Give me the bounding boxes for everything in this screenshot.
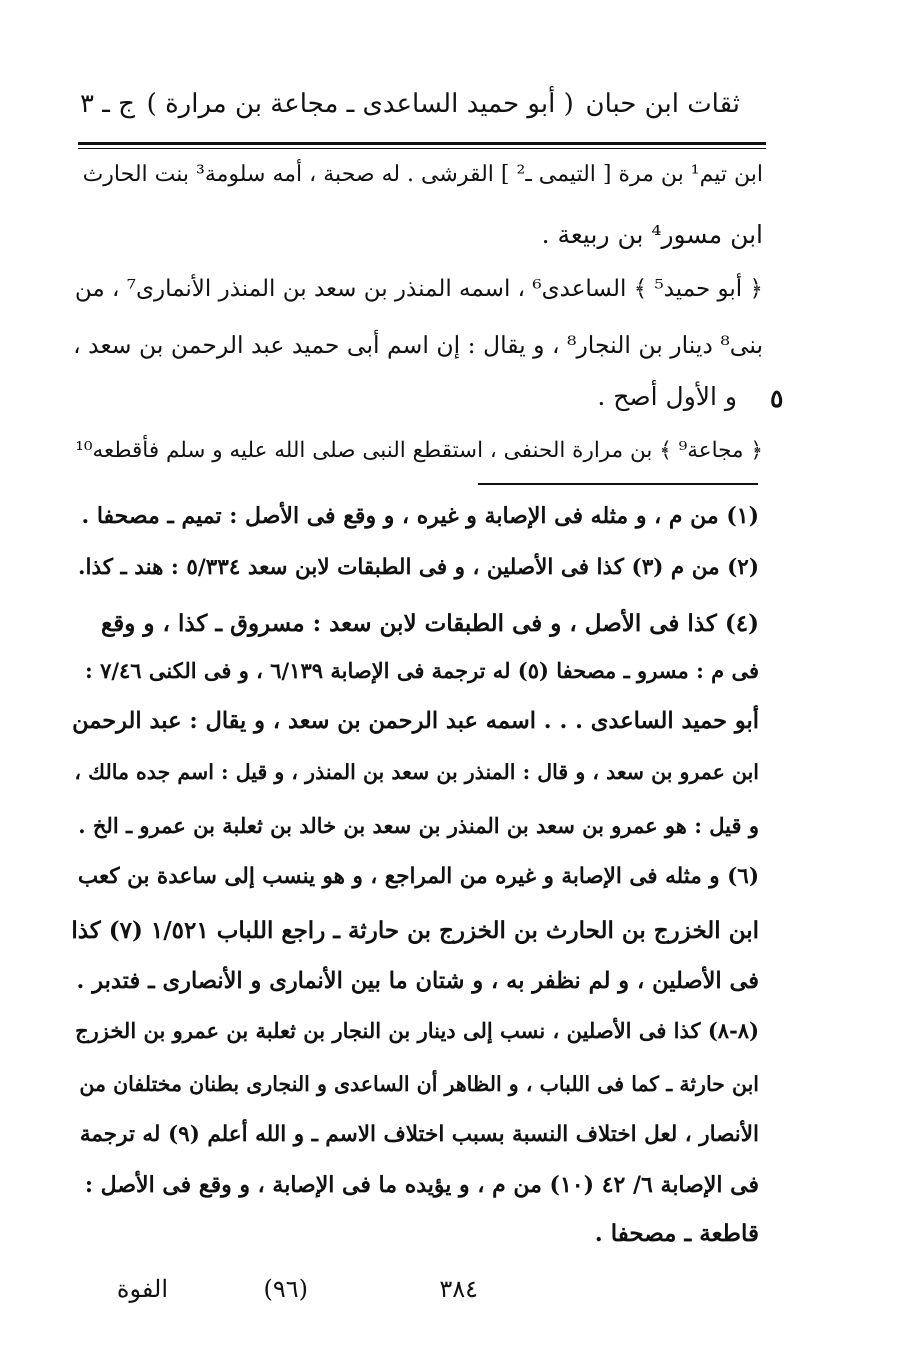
footnote-rule [478,483,758,485]
page-number: ٣٨٤ [439,1275,478,1303]
footnote-line: (٢) من م (٣) كذا فى الأصلين ، و فى الطبقات لابن سعد ٥/٣٣٤ : هند ـ كذا. [78,555,759,580]
catchword: الفوة [116,1275,168,1303]
main-line: ابن مسور⁴ بن ربيعة . [541,220,763,249]
footnote-line: (٤) كذا فى الأصل ، و فى الطبقات لابن سعد : مسروق ـ كذا ، و وقع [101,610,759,637]
line-number-marker: ٥ [770,384,784,413]
header-rule [78,142,766,149]
footnote-line: فى م : مسرو ـ مصحفا (٥) له ترجمة فى الإصابة ٦/١٣٩ ، و فى الكنى ٧/٤٦ : [84,658,759,683]
sequence-number: (٩٦) [263,1275,308,1303]
main-line: ﴿ أبو حميد⁵ ﴾ الساعدى⁶ ، اسمه المنذر بن سعد بن المنذر الأنمارى⁷ ، من [74,276,763,302]
footnote-line: ابن عمرو بن سعد ، و قال : المنذر بن سعد بن المنذر ، و قيل : اسم جده مالك ، [74,760,759,784]
section-title: ( أبو حميد الساعدى ـ مجاعة بن مرارة ) [146,89,574,119]
footnote-line: فى الأصلين ، و لم نظفر به ، و شتان ما بين الأنمارى و الأنصارى ـ فتدبر . [76,968,759,994]
volume-label: ج ـ ٣ [80,89,135,119]
main-line: ابن تيم¹ بن مرة [ التيمى ـ² ] القرشى . له صحبة ، أمه سلومة³ بنت الحارث [82,162,763,187]
main-line: بنى⁸ دينار بن النجار⁸ ، و يقال : إن اسم أبى حميد عبد الرحمن بن سعد ، [73,331,763,359]
book-title: ثقات ابن حبان [585,89,740,119]
footnote-line: (١) من م ، و مثله فى الإصابة و غيره ، و وقع فى الأصل : تميم ـ مصحفا . [81,503,759,529]
footnote-line: فى الإصابة ٦/ ٤٢ (١٠) من م ، و يؤيده ما فى الإصابة ، و وقع فى الأصل : [84,1172,759,1198]
footnote-line: ابن حارثة ـ كما فى اللباب ، و الظاهر أن الساعدى و النجارى بطنان مختلفان من [79,1072,759,1096]
page-footer [118,1275,478,1309]
footnote-line: (٨-٨) كذا فى الأصلين ، نسب إلى دينار بن النجار بن ثعلبة بن عمرو بن الخزرج [75,1018,759,1043]
footnote-line: و قيل : هو عمرو بن سعد بن المنذر بن سعد بن خالد بن ثعلبة بن عمرو ـ الخ . [78,813,759,838]
footnote-line: ابن الخزرج بن الحارث بن الخزرج بن حارثة ـ راجع اللباب ١/٥٢١ (٧) كذا [71,917,759,944]
footnote-line: قاطعة ـ مصحفا . [594,1220,759,1247]
footnote-line: الأنصار ، لعل اختلاف النسبة بسبب اختلاف الاسم ـ و الله أعلم (٩) له ترجمة [79,1122,759,1147]
footnote-line: (٦) و مثله فى الإصابة و غيره من المراجع ، و هو ينسب إلى ساعدة بن كعب [77,864,759,889]
main-line: ﴿ مجاعة⁹ ﴾ بن مرارة الحنفى ، استقطع النبى صلى الله عليه و سلم فأقطعه¹⁰ [75,438,763,463]
footnote-line: أبو حميد الساعدى . . . اسمه عبد الرحمن بن سعد ، و يقال : عبد الرحمن [72,708,759,734]
main-line: و الأول أصح . [597,382,737,411]
running-header [80,84,740,124]
